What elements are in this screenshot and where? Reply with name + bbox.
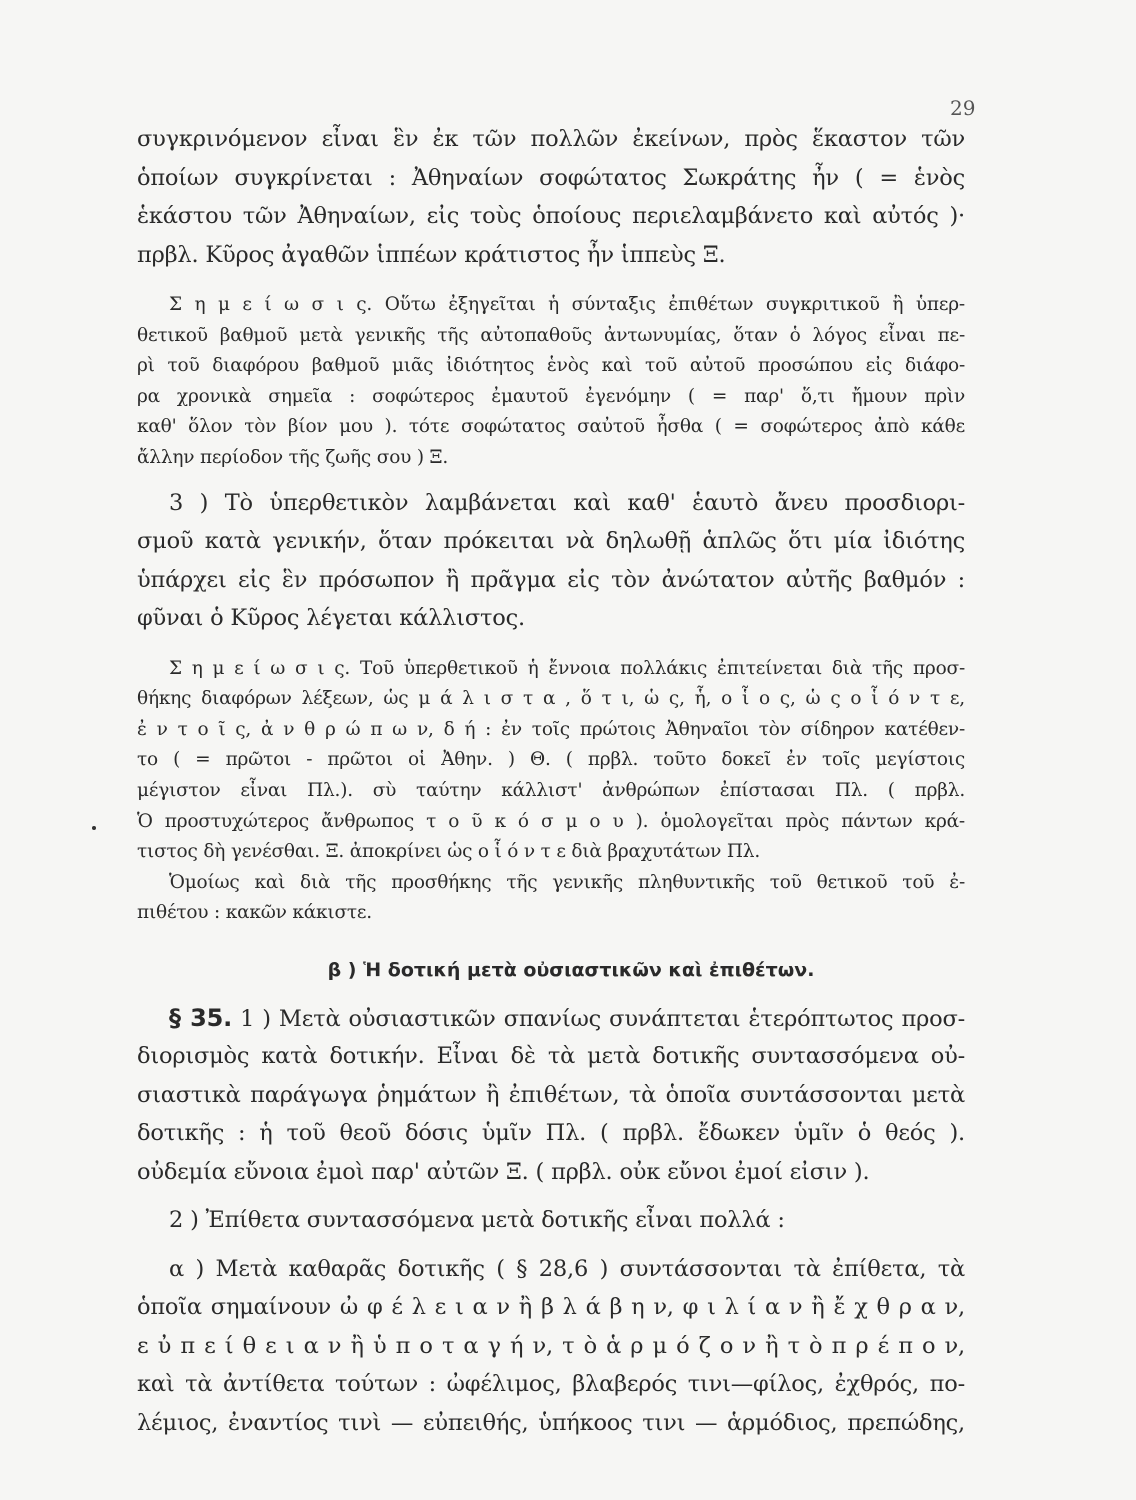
text-line: οὐδεμία εὔνοια ἐμοὶ παρ' αὐτῶν Ξ. ( πρβλ. οὐκ εὔνοι ἐμοί εἰσιν ). <box>137 1158 870 1185</box>
note-line: πιθέτου : κακῶν κάκιστε. <box>137 902 372 924</box>
text-line: 3 ) Τὸ ὑπερθετικὸν λαμβάνεται καὶ καθ' ἑαυτὸ ἄνευ προσδιορι- <box>169 489 965 516</box>
text-line: φῦναι ὁ Κῦρος λέγεται κάλλιστος. <box>137 605 525 632</box>
text-line: ε ὐ π ε ί θ ε ι α ν ἢ ὑ π ο τ α γ ή ν, τ ὸ ἁ ρ μ ό ζ ο ν ἢ τ ὸ π ρ έ π ο ν, <box>137 1332 965 1359</box>
text-line: συγκρινόμενον εἶναι ἓν ἐκ τῶν πολλῶν ἐκείνων, πρὸς ἕκαστον τῶν <box>137 126 965 152</box>
text-line: ὁποῖα σημαίνουν ὠ φ έ λ ε ι α ν ἢ β λ ά β η ν, φ ι λ ί α ν ἢ ἔ χ θ ρ α ν, <box>137 1294 965 1321</box>
page-number: 29 <box>950 96 976 120</box>
text-line: πρβλ. Κῦρος ἀγαθῶν ἱππέων κράτιστος ἦν ἱππεὺς Ξ. <box>137 241 726 268</box>
note-line: τιστος δὴ γενέσθαι. Ξ. ἀποκρίνει ὡς ο ἷ ό ν τ ε διὰ βραχυτάτων Πλ. <box>137 841 761 863</box>
note-line: Σ η μ ε ί ω σ ι ς. Τοῦ ὑπερθετικοῦ ἡ ἔννοια πολλάκις ἐπιτείνεται διὰ τῆς προσ- <box>169 657 965 679</box>
text-line <box>137 999 965 1038</box>
note-line: ρὶ τοῦ διαφόρου βαθμοῦ μιᾶς ἰδιότητος ἑνὸς καὶ τοῦ αὐτοῦ προσώπου εἰς διάφο- <box>137 355 965 377</box>
note-line: ἐ ν τ ο ῖ ς, ἀ ν θ ρ ώ π ω ν, δ ή : ἐν τοῖς πρώτοις Ἀθηναῖοι τὸν σίδηρον κατέθεν- <box>137 718 965 740</box>
note-line: μέγιστον εἶναι Πλ.). σὺ ταύτην κάλλιστ' ἀνθρώπων ἐπίστασαι Πλ. ( πρβλ. <box>137 779 965 801</box>
text-line: ἑκάστου τῶν Ἀθηναίων, εἰς τοὺς ὁποίους περιελαμβάνετο καὶ αὐτός )· <box>137 203 965 229</box>
note-line: Ὁμοίως καὶ διὰ τῆς προσθήκης τῆς γενικῆς πληθυντικῆς τοῦ θετικοῦ τοῦ ἐ- <box>169 871 965 893</box>
text-line: καὶ τὰ ἀντίθετα τούτων : ὠφέλιμος, βλαβερός τινι—φίλος, ἐχθρός, πο- <box>137 1371 965 1398</box>
text-line: ὑπάρχει εἰς ἓν πρόσωπον ἢ πρᾶγμα εἰς τὸν ἀνώτατον αὐτῆς βαθμόν : <box>137 566 965 593</box>
note-line: ἄλλην περίοδον τῆς ζωῆς σου ) Ξ. <box>137 446 449 468</box>
section-heading: β ) Ἡ δοτική μετὰ οὐσιαστικῶν καὶ ἐπιθέτων. <box>327 958 815 981</box>
text-line: 2 ) Ἐπίθετα συντασσόμενα μετὰ δοτικῆς εἶναι πολλά : <box>169 1207 785 1234</box>
text-line: δοτικῆς : ἡ τοῦ θεοῦ δόσις ὑμῖν Πλ. ( πρβλ. ἔδωκεν ὑμῖν ὁ θεός ). <box>137 1120 965 1147</box>
note-line: θετικοῦ βαθμοῦ μετὰ γενικῆς τῆς αὐτοπαθοῦς ἀντωνυμίας, ὅταν ὁ λόγος εἶναι πε- <box>137 324 965 346</box>
note-line: το ( = πρῶτοι - πρῶτοι οἱ Ἀθην. ) Θ. ( πρβλ. τοῦτο δοκεῖ ἐν τοῖς μεγίστοις <box>137 749 965 771</box>
text-line: σμοῦ κατὰ γενικήν, ὅταν πρόκειται νὰ δηλωθῇ ἁπλῶς ὅτι μία ἰδιότης <box>137 528 965 555</box>
page-body <box>137 120 965 1442</box>
text-line: διορισμὸς κατὰ δοτικήν. Εἶναι δὲ τὰ μετὰ δοτικῆς συντασσόμενα οὐ- <box>137 1043 965 1070</box>
text-line: α ) Μετὰ καθαρᾶς δοτικῆς ( § 28,6 ) συντάσσονται τὰ ἐπίθετα, τὰ <box>169 1255 965 1282</box>
note-line: Σ η μ ε ί ω σ ι ς. Οὕτω ἐξηγεῖται ἡ σύνταξις ἐπιθέτων συγκριτικοῦ ἢ ὑπερ- <box>169 294 965 315</box>
text-line: λέμιος, ἐναντίος τινὶ — εὐπειθής, ὑπήκοος τινι — ἁρμόδιος, πρεπώδης, <box>137 1409 965 1436</box>
note-line: Ὁ προστυχώτερος ἄνθρωπος τ ο ῦ κ ό σ μ ο υ ). ὁμολογεῖται πρὸς πάντων κρά- <box>137 810 965 832</box>
section-number: § 35. <box>169 1003 232 1032</box>
note-line: ρα χρονικὰ σημεῖα : σοφώτερος ἐμαυτοῦ ἐγενόμην ( = παρ' ὅ,τι ἤμουν πρὶν <box>137 385 965 407</box>
note-line: καθ' ὅλον τὸν βίον μου ). τότε σοφώτατος σαὐτοῦ ἦσθα ( = σοφώτερος ἀπὸ κάθε <box>137 416 965 438</box>
text-line-content: 1 ) Μετὰ οὐσιαστικῶν σπανίως συνάπτεται ἑτερόπτωτος προσ- <box>240 1005 966 1032</box>
text-line: σιαστικὰ παράγωγα ῥημάτων ἢ ἐπιθέτων, τὰ ὁποῖα συντάσσονται μετὰ <box>137 1081 965 1108</box>
text-line: ὁποίων συγκρίνεται : Ἀθηναίων σοφώτατος Σωκράτης ἦν ( = ἑνὸς <box>137 164 965 191</box>
note-line: θήκης διαφόρων λέξεων, ὡς μ ά λ ι σ τ α , ὅ τ ι, ὡ ς, ἧ, ο ἷ ο ς, ὡ ς ο ἷ ό ν τ ε, <box>137 688 965 710</box>
margin-dot <box>92 826 96 830</box>
